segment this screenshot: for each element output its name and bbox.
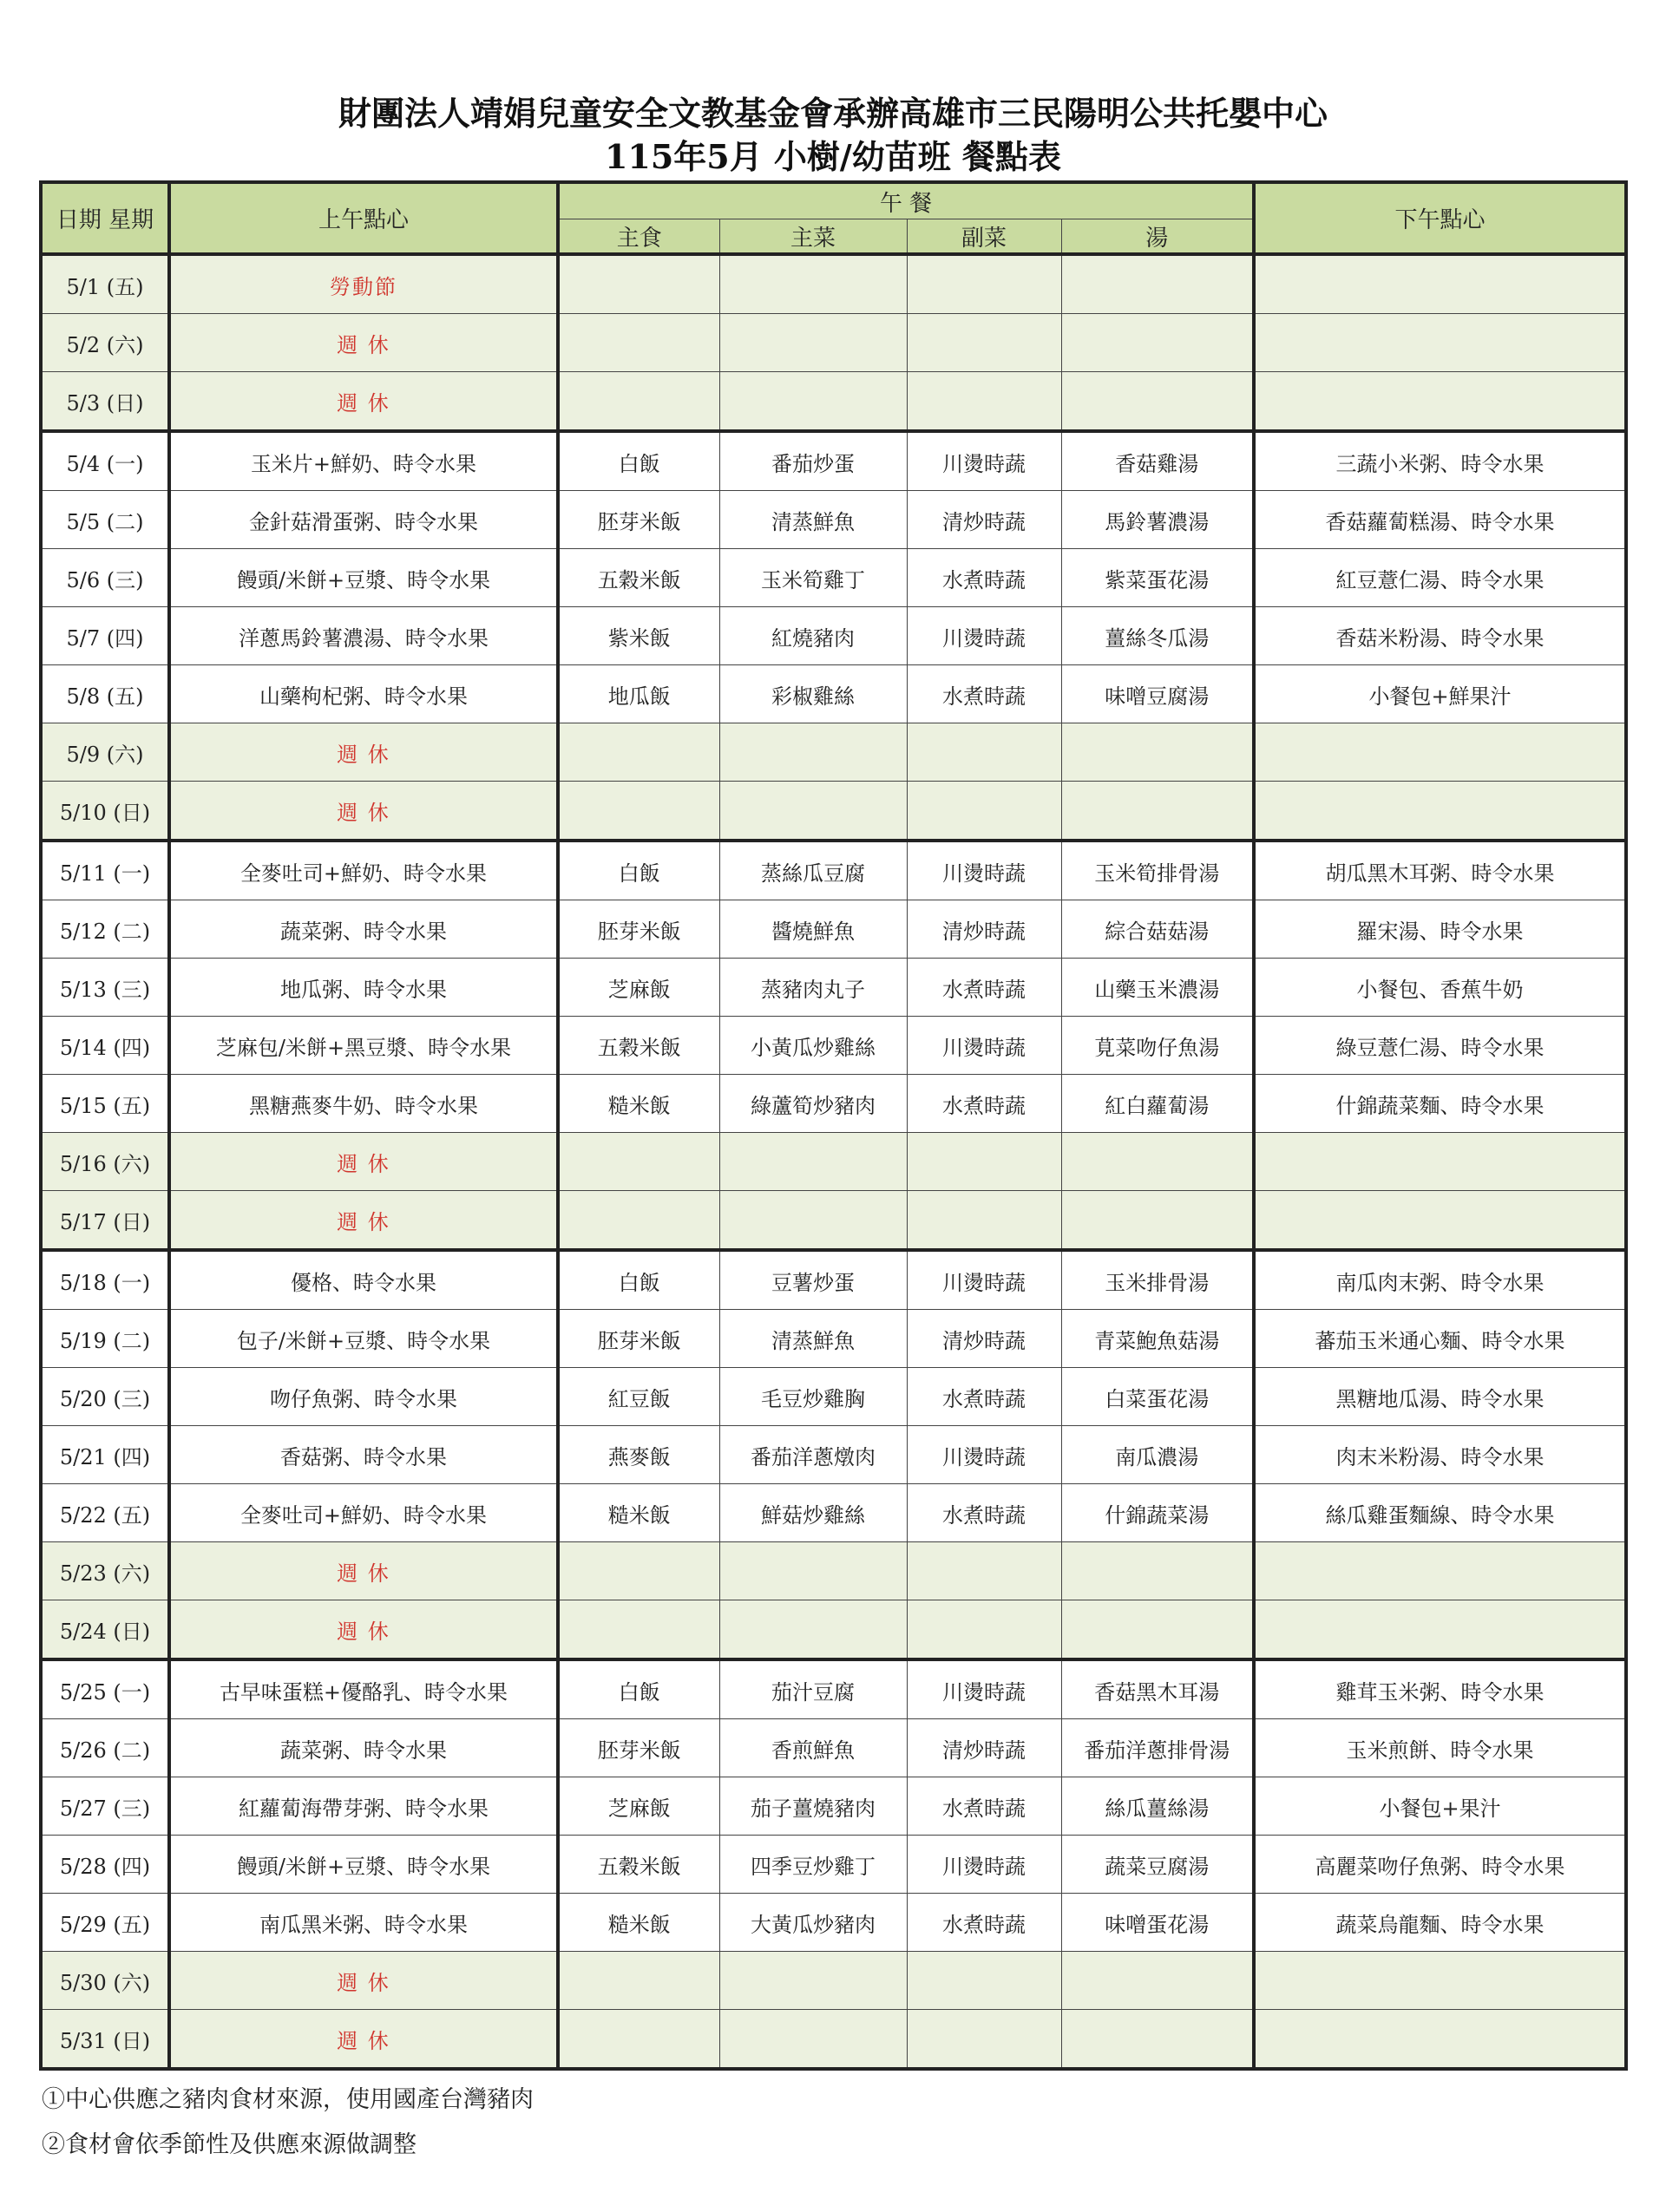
main-dish-cell (719, 1542, 907, 1600)
date-cell: 5/21 (四) (41, 1426, 169, 1484)
table-row (41, 1719, 1626, 1777)
main-dish-cell: 大黃瓜炒豬肉 (719, 1894, 907, 1952)
staple-cell (558, 254, 719, 314)
header-lunch: 午 餐 (558, 182, 1254, 219)
staple-cell: 芝麻飯 (558, 959, 719, 1017)
table-row (41, 431, 1626, 491)
afternoon-snack-cell: 南瓜肉末粥、時令水果 (1254, 1250, 1626, 1310)
table-row (41, 1310, 1626, 1368)
table-row (41, 1659, 1626, 1719)
date-cell: 5/12 (二) (41, 900, 169, 959)
soup-cell: 白菜蛋花湯 (1061, 1368, 1254, 1426)
table-body (41, 254, 1626, 2069)
table-row (41, 1952, 1626, 2010)
staple-cell: 白飯 (558, 1659, 719, 1719)
soup-cell: 莧菜吻仔魚湯 (1061, 1017, 1254, 1075)
afternoon-snack-cell: 香菇米粉湯、時令水果 (1254, 607, 1626, 665)
staple-cell: 五穀米飯 (558, 549, 719, 607)
soup-cell: 玉米排骨湯 (1061, 1250, 1254, 1310)
staple-cell: 白飯 (558, 1250, 719, 1310)
morning-snack-cell: 蔬菜粥、時令水果 (169, 900, 558, 959)
holiday-label: 週 休 (169, 1191, 558, 1251)
afternoon-snack-cell (1254, 1191, 1626, 1251)
soup-cell: 南瓜濃湯 (1061, 1426, 1254, 1484)
date-cell: 5/7 (四) (41, 607, 169, 665)
date-cell: 5/20 (三) (41, 1368, 169, 1426)
main-dish-cell: 蒸豬肉丸子 (719, 959, 907, 1017)
afternoon-snack-cell (1254, 314, 1626, 372)
side-dish-cell: 清炒時蔬 (907, 1310, 1061, 1368)
main-dish-cell (719, 2010, 907, 2070)
soup-cell: 玉米筍排骨湯 (1061, 841, 1254, 900)
morning-snack-cell: 古早味蛋糕+優酪乳、時令水果 (169, 1659, 558, 1719)
main-dish-cell: 四季豆炒雞丁 (719, 1836, 907, 1894)
side-dish-cell: 川燙時蔬 (907, 431, 1061, 491)
afternoon-snack-cell (1254, 723, 1626, 782)
afternoon-snack-cell: 三蔬小米粥、時令水果 (1254, 431, 1626, 491)
date-cell: 5/22 (五) (41, 1484, 169, 1542)
side-dish-cell (907, 1600, 1061, 1660)
staple-cell: 燕麥飯 (558, 1426, 719, 1484)
afternoon-snack-cell: 胡瓜黑木耳粥、時令水果 (1254, 841, 1626, 900)
staple-cell: 糙米飯 (558, 1484, 719, 1542)
date-cell: 5/2 (六) (41, 314, 169, 372)
main-dish-cell: 小黃瓜炒雞絲 (719, 1017, 907, 1075)
main-dish-cell: 清蒸鮮魚 (719, 1310, 907, 1368)
afternoon-snack-cell (1254, 254, 1626, 314)
main-dish-cell: 豆薯炒蛋 (719, 1250, 907, 1310)
soup-cell: 味噌豆腐湯 (1061, 665, 1254, 723)
side-dish-cell: 水煮時蔬 (907, 1368, 1061, 1426)
soup-cell (1061, 1191, 1254, 1251)
table-row (41, 1426, 1626, 1484)
soup-cell (1061, 1542, 1254, 1600)
morning-snack-cell: 全麥吐司+鮮奶、時令水果 (169, 841, 558, 900)
morning-snack-cell: 吻仔魚粥、時令水果 (169, 1368, 558, 1426)
staple-cell (558, 1542, 719, 1600)
table-row (41, 665, 1626, 723)
morning-snack-cell: 香菇粥、時令水果 (169, 1426, 558, 1484)
main-dish-cell: 清蒸鮮魚 (719, 491, 907, 549)
table-row (41, 372, 1626, 432)
date-cell: 5/17 (日) (41, 1191, 169, 1251)
main-dish-cell (719, 372, 907, 432)
soup-cell (1061, 782, 1254, 841)
table-row (41, 1017, 1626, 1075)
table-row (41, 491, 1626, 549)
soup-cell: 什錦蔬菜湯 (1061, 1484, 1254, 1542)
afternoon-snack-cell (1254, 1542, 1626, 1600)
table-row (41, 841, 1626, 900)
staple-cell (558, 372, 719, 432)
holiday-label: 週 休 (169, 314, 558, 372)
soup-cell: 香菇雞湯 (1061, 431, 1254, 491)
side-dish-cell: 川燙時蔬 (907, 841, 1061, 900)
morning-snack-cell: 芝麻包/米餅+黑豆漿、時令水果 (169, 1017, 558, 1075)
morning-snack-cell: 紅蘿蔔海帶芽粥、時令水果 (169, 1777, 558, 1836)
staple-cell (558, 1952, 719, 2010)
date-cell: 5/31 (日) (41, 2010, 169, 2070)
table-row (41, 1484, 1626, 1542)
staple-cell: 胚芽米飯 (558, 900, 719, 959)
side-dish-cell: 水煮時蔬 (907, 665, 1061, 723)
side-dish-cell: 水煮時蔬 (907, 1484, 1061, 1542)
page-subtitle: 115年5月 小樹/幼苗班 餐點表 (604, 137, 1062, 176)
header-afternoon-snack: 下午點心 (1254, 182, 1626, 254)
afternoon-snack-cell: 什錦蔬菜麵、時令水果 (1254, 1075, 1626, 1133)
main-dish-cell: 綠蘆筍炒豬肉 (719, 1075, 907, 1133)
soup-cell (1061, 1600, 1254, 1660)
header-morning-snack: 上午點心 (169, 182, 558, 254)
soup-cell (1061, 1952, 1254, 2010)
soup-cell (1061, 2010, 1254, 2070)
afternoon-snack-cell (1254, 782, 1626, 841)
afternoon-snack-cell: 高麗菜吻仔魚粥、時令水果 (1254, 1836, 1626, 1894)
staple-cell (558, 2010, 719, 2070)
table-row (41, 900, 1626, 959)
table-row (41, 254, 1626, 314)
staple-cell (558, 723, 719, 782)
main-dish-cell (719, 314, 907, 372)
date-cell: 5/24 (日) (41, 1600, 169, 1660)
afternoon-snack-cell (1254, 1952, 1626, 2010)
main-dish-cell (719, 1600, 907, 1660)
morning-snack-cell: 全麥吐司+鮮奶、時令水果 (169, 1484, 558, 1542)
side-dish-cell (907, 372, 1061, 432)
holiday-label: 勞動節 (169, 254, 558, 314)
main-dish-cell: 茄子薑燒豬肉 (719, 1777, 907, 1836)
morning-snack-cell: 洋蔥馬鈴薯濃湯、時令水果 (169, 607, 558, 665)
staple-cell: 紅豆飯 (558, 1368, 719, 1426)
holiday-label: 週 休 (169, 1600, 558, 1660)
holiday-label: 週 休 (169, 1133, 558, 1191)
side-dish-cell (907, 1542, 1061, 1600)
main-dish-cell (719, 1191, 907, 1251)
side-dish-cell: 水煮時蔬 (907, 959, 1061, 1017)
date-cell: 5/11 (一) (41, 841, 169, 900)
afternoon-snack-cell: 小餐包、香蕉牛奶 (1254, 959, 1626, 1017)
side-dish-cell (907, 782, 1061, 841)
date-cell: 5/30 (六) (41, 1952, 169, 2010)
table-row (41, 1250, 1626, 1310)
afternoon-snack-cell: 蔬菜烏龍麵、時令水果 (1254, 1894, 1626, 1952)
table-row (41, 2010, 1626, 2070)
date-cell: 5/29 (五) (41, 1894, 169, 1952)
date-cell: 5/1 (五) (41, 254, 169, 314)
header-side-dish: 副菜 (907, 219, 1061, 255)
staple-cell: 紫米飯 (558, 607, 719, 665)
table-row (41, 1542, 1626, 1600)
table-row (41, 1368, 1626, 1426)
morning-snack-cell: 金針菇滑蛋粥、時令水果 (169, 491, 558, 549)
table-row (41, 959, 1626, 1017)
holiday-label: 週 休 (169, 782, 558, 841)
side-dish-cell (907, 314, 1061, 372)
staple-cell: 芝麻飯 (558, 1777, 719, 1836)
main-dish-cell: 玉米筍雞丁 (719, 549, 907, 607)
side-dish-cell: 川燙時蔬 (907, 1017, 1061, 1075)
main-dish-cell: 番茄炒蛋 (719, 431, 907, 491)
staple-cell (558, 1191, 719, 1251)
afternoon-snack-cell: 雞茸玉米粥、時令水果 (1254, 1659, 1626, 1719)
morning-snack-cell: 黑糖燕麥牛奶、時令水果 (169, 1075, 558, 1133)
side-dish-cell: 水煮時蔬 (907, 1075, 1061, 1133)
staple-cell: 白飯 (558, 431, 719, 491)
date-cell: 5/8 (五) (41, 665, 169, 723)
afternoon-snack-cell (1254, 2010, 1626, 2070)
side-dish-cell: 水煮時蔬 (907, 1777, 1061, 1836)
header-soup: 湯 (1061, 219, 1254, 255)
soup-cell: 香菇黑木耳湯 (1061, 1659, 1254, 1719)
afternoon-snack-cell: 蕃茄玉米通心麵、時令水果 (1254, 1310, 1626, 1368)
table-row (41, 1191, 1626, 1251)
afternoon-snack-cell: 玉米煎餅、時令水果 (1254, 1719, 1626, 1777)
main-dish-cell: 醬燒鮮魚 (719, 900, 907, 959)
side-dish-cell: 清炒時蔬 (907, 900, 1061, 959)
main-dish-cell: 紅燒豬肉 (719, 607, 907, 665)
table-row (41, 549, 1626, 607)
main-dish-cell: 蒸絲瓜豆腐 (719, 841, 907, 900)
side-dish-cell (907, 254, 1061, 314)
soup-cell: 味噌蛋花湯 (1061, 1894, 1254, 1952)
page-title: 財團法人靖娟兒童安全文教基金會承辦高雄市三民陽明公共托嬰中心 (338, 94, 1328, 133)
holiday-label: 週 休 (169, 723, 558, 782)
header-main-dish: 主菜 (719, 219, 907, 255)
header-date: 日期 星期 (41, 182, 169, 254)
side-dish-cell (907, 1952, 1061, 2010)
staple-cell: 糙米飯 (558, 1894, 719, 1952)
main-dish-cell: 毛豆炒雞胸 (719, 1368, 907, 1426)
morning-snack-cell: 地瓜粥、時令水果 (169, 959, 558, 1017)
afternoon-snack-cell: 香菇蘿蔔糕湯、時令水果 (1254, 491, 1626, 549)
main-dish-cell: 香煎鮮魚 (719, 1719, 907, 1777)
date-cell: 5/26 (二) (41, 1719, 169, 1777)
side-dish-cell: 川燙時蔬 (907, 1659, 1061, 1719)
side-dish-cell (907, 1133, 1061, 1191)
soup-cell (1061, 1133, 1254, 1191)
main-dish-cell (719, 723, 907, 782)
date-cell: 5/3 (日) (41, 372, 169, 432)
holiday-label: 週 休 (169, 1542, 558, 1600)
date-cell: 5/4 (一) (41, 431, 169, 491)
holiday-label: 週 休 (169, 372, 558, 432)
staple-cell: 白飯 (558, 841, 719, 900)
table-row (41, 1600, 1626, 1660)
date-cell: 5/23 (六) (41, 1542, 169, 1600)
date-cell: 5/13 (三) (41, 959, 169, 1017)
table-row (41, 723, 1626, 782)
main-dish-cell: 彩椒雞絲 (719, 665, 907, 723)
main-dish-cell: 鮮菇炒雞絲 (719, 1484, 907, 1542)
staple-cell (558, 314, 719, 372)
soup-cell (1061, 723, 1254, 782)
table-row (41, 1836, 1626, 1894)
staple-cell: 胚芽米飯 (558, 491, 719, 549)
table-row (41, 1894, 1626, 1952)
side-dish-cell: 川燙時蔬 (907, 1426, 1061, 1484)
side-dish-cell (907, 723, 1061, 782)
staple-cell: 糙米飯 (558, 1075, 719, 1133)
staple-cell: 胚芽米飯 (558, 1719, 719, 1777)
soup-cell: 番茄洋蔥排骨湯 (1061, 1719, 1254, 1777)
morning-snack-cell: 饅頭/米餅+豆漿、時令水果 (169, 549, 558, 607)
morning-snack-cell: 優格、時令水果 (169, 1250, 558, 1310)
staple-cell: 五穀米飯 (558, 1017, 719, 1075)
soup-cell: 紫菜蛋花湯 (1061, 549, 1254, 607)
soup-cell: 青菜鮑魚菇湯 (1061, 1310, 1254, 1368)
soup-cell: 馬鈴薯濃湯 (1061, 491, 1254, 549)
main-dish-cell (719, 254, 907, 314)
date-cell: 5/6 (三) (41, 549, 169, 607)
side-dish-cell (907, 1191, 1061, 1251)
side-dish-cell: 水煮時蔬 (907, 1894, 1061, 1952)
afternoon-snack-cell: 小餐包+果汁 (1254, 1777, 1626, 1836)
table-row (41, 782, 1626, 841)
morning-snack-cell: 包子/米餅+豆漿、時令水果 (169, 1310, 558, 1368)
date-cell: 5/27 (三) (41, 1777, 169, 1836)
soup-cell (1061, 254, 1254, 314)
side-dish-cell: 清炒時蔬 (907, 491, 1061, 549)
afternoon-snack-cell: 紅豆薏仁湯、時令水果 (1254, 549, 1626, 607)
main-dish-cell (719, 1133, 907, 1191)
staple-cell (558, 1133, 719, 1191)
side-dish-cell: 川燙時蔬 (907, 1836, 1061, 1894)
side-dish-cell (907, 2010, 1061, 2070)
morning-snack-cell: 玉米片+鮮奶、時令水果 (169, 431, 558, 491)
note-item: ②食材會依季節性及供應來源做調整 (42, 2131, 416, 2158)
staple-cell: 地瓜飯 (558, 665, 719, 723)
main-dish-cell: 番茄洋蔥燉肉 (719, 1426, 907, 1484)
soup-cell: 絲瓜薑絲湯 (1061, 1777, 1254, 1836)
afternoon-snack-cell: 小餐包+鮮果汁 (1254, 665, 1626, 723)
date-cell: 5/9 (六) (41, 723, 169, 782)
date-cell: 5/16 (六) (41, 1133, 169, 1191)
soup-cell: 山藥玉米濃湯 (1061, 959, 1254, 1017)
afternoon-snack-cell (1254, 372, 1626, 432)
table-row (41, 1133, 1626, 1191)
morning-snack-cell: 山藥枸杞粥、時令水果 (169, 665, 558, 723)
afternoon-snack-cell: 綠豆薏仁湯、時令水果 (1254, 1017, 1626, 1075)
afternoon-snack-cell (1254, 1600, 1626, 1660)
morning-snack-cell: 饅頭/米餅+豆漿、時令水果 (169, 1836, 558, 1894)
table-row (41, 1075, 1626, 1133)
staple-cell: 五穀米飯 (558, 1836, 719, 1894)
date-cell: 5/28 (四) (41, 1836, 169, 1894)
soup-cell: 紅白蘿蔔湯 (1061, 1075, 1254, 1133)
morning-snack-cell: 蔬菜粥、時令水果 (169, 1719, 558, 1777)
date-cell: 5/18 (一) (41, 1250, 169, 1310)
afternoon-snack-cell: 黑糖地瓜湯、時令水果 (1254, 1368, 1626, 1426)
side-dish-cell: 川燙時蔬 (907, 607, 1061, 665)
date-cell: 5/5 (二) (41, 491, 169, 549)
soup-cell: 薑絲冬瓜湯 (1061, 607, 1254, 665)
morning-snack-cell: 南瓜黑米粥、時令水果 (169, 1894, 558, 1952)
table-row (41, 314, 1626, 372)
soup-cell: 蔬菜豆腐湯 (1061, 1836, 1254, 1894)
meal-table (39, 180, 1628, 2071)
staple-cell (558, 1600, 719, 1660)
afternoon-snack-cell: 絲瓜雞蛋麵線、時令水果 (1254, 1484, 1626, 1542)
side-dish-cell: 水煮時蔬 (907, 549, 1061, 607)
afternoon-snack-cell: 羅宋湯、時令水果 (1254, 900, 1626, 959)
main-dish-cell (719, 782, 907, 841)
notes (42, 2078, 534, 2168)
side-dish-cell: 川燙時蔬 (907, 1250, 1061, 1310)
afternoon-snack-cell: 肉末米粉湯、時令水果 (1254, 1426, 1626, 1484)
holiday-label: 週 休 (169, 1952, 558, 2010)
staple-cell: 胚芽米飯 (558, 1310, 719, 1368)
date-cell: 5/10 (日) (41, 782, 169, 841)
main-dish-cell (719, 1952, 907, 2010)
table-row (41, 607, 1626, 665)
date-cell: 5/14 (四) (41, 1017, 169, 1075)
note-item: ①中心供應之豬肉食材來源，使用國產台灣豬肉 (42, 2086, 534, 2113)
main-dish-cell: 茄汁豆腐 (719, 1659, 907, 1719)
afternoon-snack-cell (1254, 1133, 1626, 1191)
staple-cell (558, 782, 719, 841)
soup-cell (1061, 314, 1254, 372)
date-cell: 5/19 (二) (41, 1310, 169, 1368)
side-dish-cell: 清炒時蔬 (907, 1719, 1061, 1777)
holiday-label: 週 休 (169, 2010, 558, 2070)
soup-cell (1061, 372, 1254, 432)
date-cell: 5/25 (一) (41, 1659, 169, 1719)
header-staple: 主食 (558, 219, 719, 255)
table-row (41, 1777, 1626, 1836)
date-cell: 5/15 (五) (41, 1075, 169, 1133)
soup-cell: 綜合菇菇湯 (1061, 900, 1254, 959)
